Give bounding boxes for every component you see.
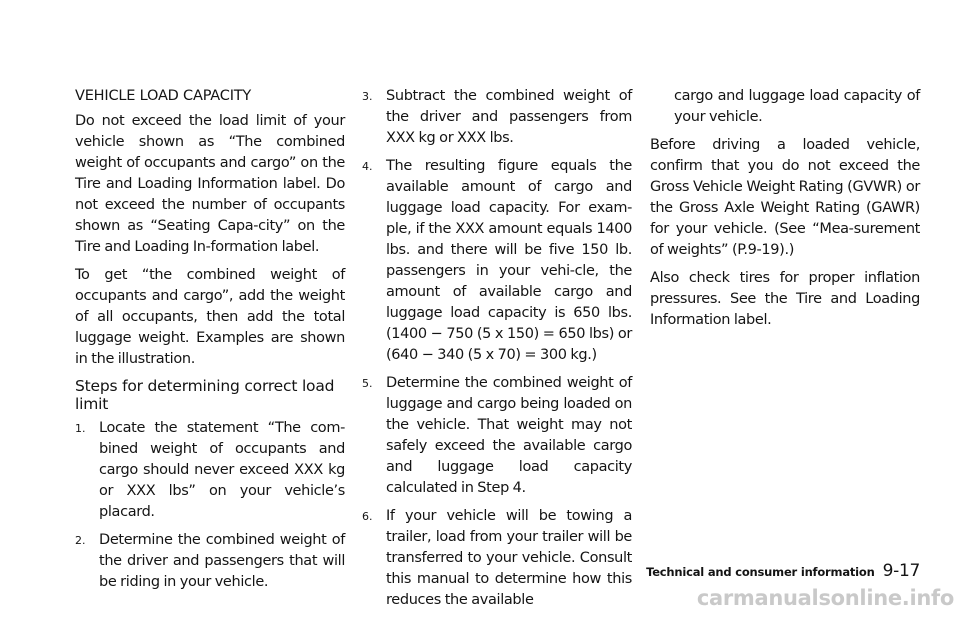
step-number: 4. <box>362 160 373 173</box>
page-number: 9-17 <box>882 561 920 581</box>
step-number: 1. <box>75 422 86 435</box>
page-footer <box>646 561 920 581</box>
step-text: The resulting figure equals the available amount of cargo and luggage load capacity. For exam-ple, if the XXX amount equals 1400 lbs. and there will be five 150 lb. passengers in your vehi-cle, the amount of available cargo and luggage load capacity is 650 lbs. (1400 − 750 (5 x 150) = 650 lbs) or (640 − 340 (5 x 70) = 300 kg.) <box>386 158 632 363</box>
steps-list <box>362 86 632 611</box>
closing-paragraph: Before driving a loaded vehicle, confirm that you do not exceed the Gross Vehicle Weight Rating (GVWR) or the Gross Axle Weight Rating (GAWR) for your vehicle. (See “Mea-surement of weights” (P.9-19).) <box>650 137 920 258</box>
steps-subheading: Steps for determining correct load limit <box>75 377 335 413</box>
step-item <box>75 530 345 593</box>
step-text: Determine the combined weight of the driver and passengers that will be riding in your vehicle. <box>99 532 345 590</box>
step-item <box>362 86 632 149</box>
step-item <box>75 418 345 523</box>
step-number: 3. <box>362 90 373 103</box>
column-2 <box>362 86 632 618</box>
intro-paragraph: To get “the combined weight of occupants and cargo”, add the weight of all occupants, then add the total luggage weight. Examples are shown in the illustration. <box>75 267 345 367</box>
step-number: 2. <box>75 534 86 547</box>
column-3 <box>650 86 920 338</box>
step-text: Subtract the combined weight of the driver and passengers from XXX kg or XXX lbs. <box>386 88 632 146</box>
step-text: If your vehicle will be towing a trailer, load from your trailer will be transferred to your vehicle. Consult this manual to determine how this reduces the available <box>386 508 632 608</box>
step-text: Locate the statement “The com-bined weight of occupants and cargo should never exceed XXX kg or XXX lbs” on your vehicle’s placard. <box>99 420 345 520</box>
footer-section-label: Technical and consumer information <box>646 565 875 579</box>
intro-paragraph: Do not exceed the load limit of your vehicle shown as “The combined weight of occupants and cargo” on the Tire and Loading Information label. Do not exceed the number of occupants shown as “Seating Capa-city” on the Tire and Loading In-formation label. <box>75 113 345 255</box>
step-number: 6. <box>362 510 373 523</box>
step-number: 5. <box>362 377 373 390</box>
step-item <box>362 373 632 499</box>
section-heading: VEHICLE LOAD CAPACITY <box>75 88 252 104</box>
watermark: carmanualsonline.info <box>696 586 954 610</box>
column-1 <box>75 86 345 600</box>
step-text: Determine the combined weight of luggage and cargo being loaded on the vehicle. That weight may not safely exceed the available cargo and luggage load capacity calculated in Step 4. <box>386 375 632 496</box>
step-continuation: cargo and luggage load capacity of your vehicle. <box>674 88 920 125</box>
step-item <box>362 156 632 366</box>
closing-paragraph: Also check tires for proper inflation pressures. See the Tire and Loading Information label. <box>650 270 920 328</box>
step-item <box>362 506 632 611</box>
steps-list <box>75 418 345 593</box>
